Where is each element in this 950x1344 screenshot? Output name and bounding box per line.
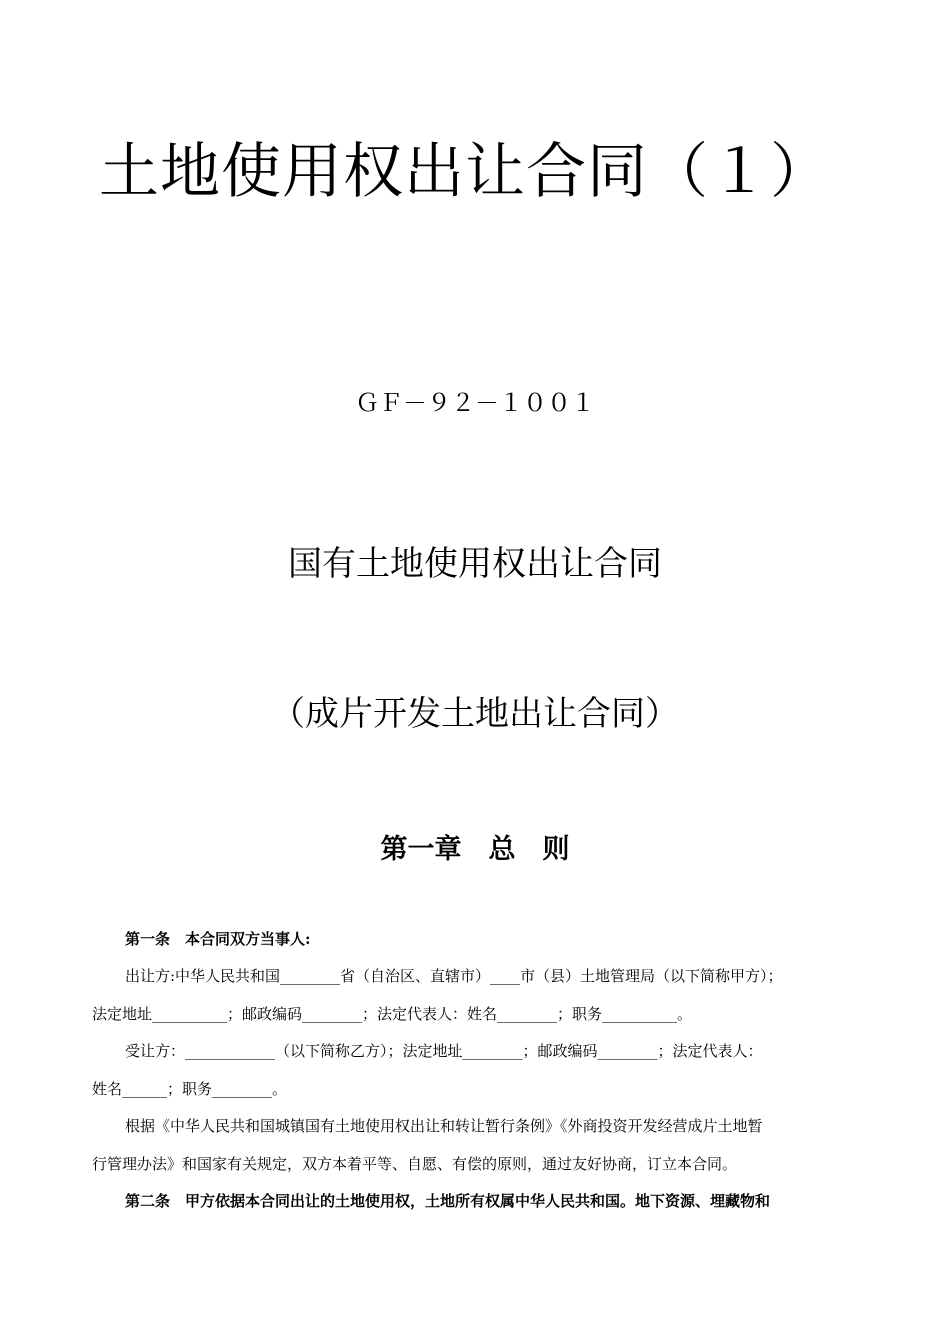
- paragraph-line: 姓名______；职务________。: [92, 1080, 288, 1098]
- article-1-heading: 第一条 本合同双方当事人:: [125, 930, 311, 948]
- article-2-heading: 第二条 甲方依据本合同出让的土地使用权，土地所有权属中华人民共和国。地下资源、埋藏物和: [125, 1192, 771, 1210]
- paragraph-line: 出让方:中华人民共和国________省（自治区、直辖市）____市（县）土地管理局（以下简称甲方）；: [125, 967, 783, 985]
- chapter-heading: 第一章 总 则: [380, 834, 570, 865]
- paragraph-line: 受让方：____________（以下简称乙方）；法定地址________；邮政编码________；法定代表人：: [125, 1042, 763, 1060]
- document-code: ＧＦ－９２－１００１: [355, 389, 595, 417]
- document-subtitle-parenthetical: （成片开发土地出让合同）: [271, 694, 679, 734]
- paragraph-line: 行管理办法》和国家有关规定，双方本着平等、自愿、有偿的原则，通过友好协商，订立本合同。: [92, 1155, 738, 1173]
- document-title: 土地使用权出让合同（１）: [99, 137, 831, 207]
- document-subtitle: 国有土地使用权出让合同: [288, 544, 662, 584]
- paragraph-line: 法定地址__________；邮政编码________；法定代表人：姓名________；职务__________。: [92, 1005, 693, 1023]
- paragraph-line: 根据《中华人民共和国城镇国有土地使用权出让和转让暂行条例》《外商投资开发经营成片土地暂: [125, 1117, 763, 1135]
